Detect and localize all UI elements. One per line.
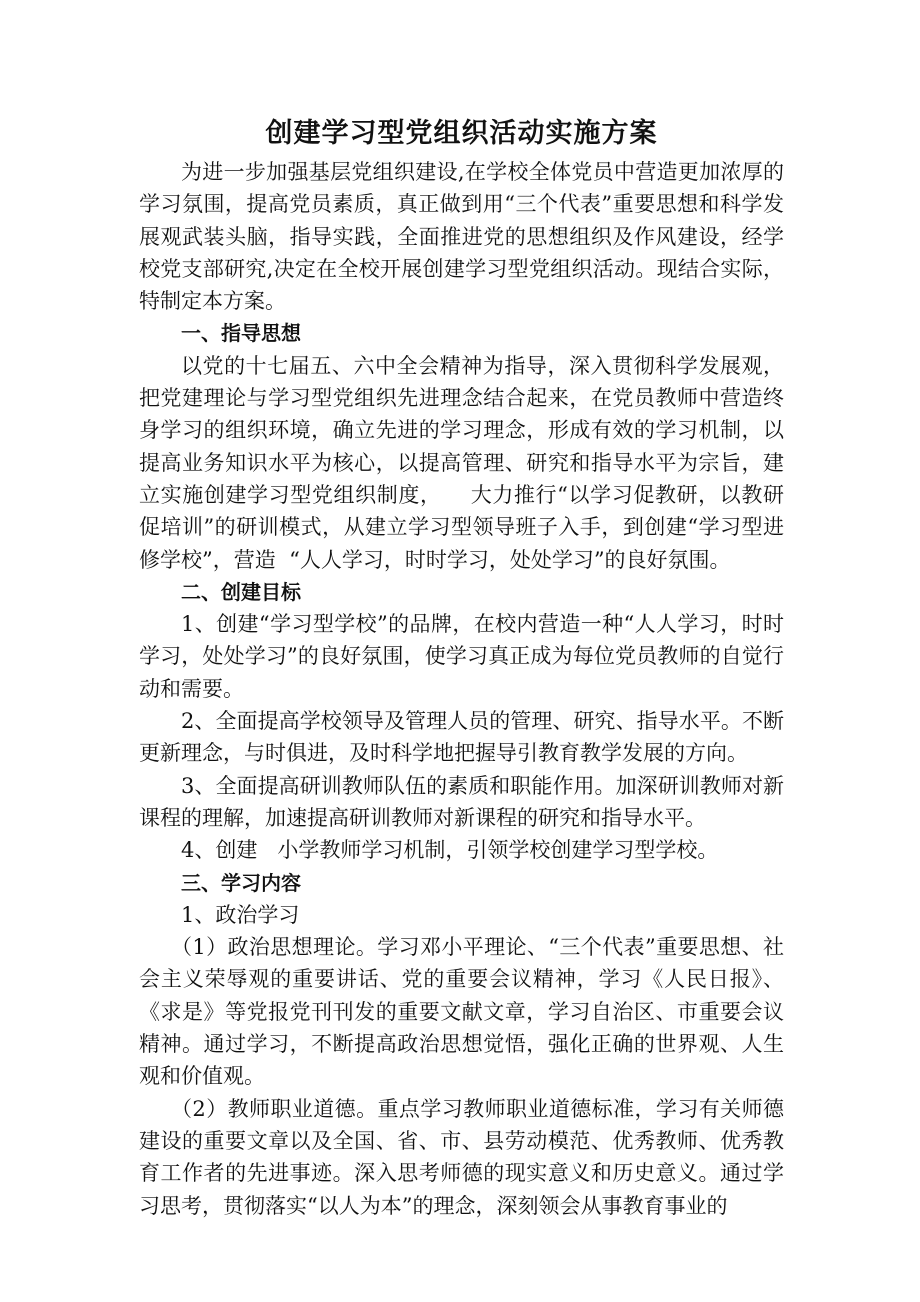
goal-item-2: 2、全面提高学校领导及管理人员的管理、研究、指导水平。不断更新理念，与时俱进，及时科学地把握导引教育教学发展的方向。 <box>139 709 784 766</box>
teacher-ethics-paragraph: （2）教师职业道德。重点学习教师职业道德标准，学习有关师德建设的重要文章以及全国、省、市、县劳动模范、优秀教师、优秀教育工作者的先进事迹。深入思考师德的现实意义和历史意义。通过学习思考，贯彻落实“以人为本”的理念，深刻领会从事教育事业的 <box>139 1096 784 1218</box>
goal-item-3: 3、全面提高研训教师队伍的素质和职能作用。加深研训教师对新课程的理解，加速提高研训教师对新课程的研究和指导水平。 <box>139 773 784 830</box>
section-heading-goals: 二、创建目标 <box>181 579 301 604</box>
document-page <box>139 112 784 1222</box>
goal-item-1: 1、创建“学习型学校”的品牌，在校内营造一种“人人学习，时时学习，处处学习”的良好氛围，使学习真正成为每位党员教师的自觉行动和需要。 <box>139 612 784 701</box>
subheading-political-study: 1、政治学习 <box>181 902 300 927</box>
goal-item-4: 4、创建 小学教师学习机制，引领学校创建学习型学校。 <box>181 838 719 863</box>
political-theory-paragraph: （1）政治思想理论。学习邓小平理论、“三个代表”重要思想、社会主义荣辱观的重要讲话、党的重要会议精神，学习《人民日报》、《求是》等党报党刊刊发的重要文献文章，学习自治区、市重要会议精神。通过学习，不断提高政治思想觉悟，强化正确的世界观、人生观和价值观。 <box>139 935 784 1089</box>
section-heading-guiding-thought: 一、指导思想 <box>181 321 301 346</box>
intro-paragraph: 为进一步加强基层党组织建设,在学校全体党员中营造更加浓厚的学习氛围，提高党员素质，真正做到用“三个代表”重要思想和科学发展观武装头脑，指导实践，全面推进党的思想组织及作风建设，经学校党支部研究,决定在全校开展创建学习型党组织活动。现结合实际，特制定本方案。 <box>139 160 784 314</box>
document-title: 创建学习型党组织活动实施方案 <box>265 118 658 149</box>
guiding-thought-paragraph: 以党的十七届五、六中全会精神为指导，深入贯彻科学发展观，把党建理论与学习型党组织先进理念结合起来，在党员教师中营造终身学习的组织环境，确立先进的学习理念，形成有效的学习机制，以提高业务知识水平为核心，以提高管理、研究和指导水平为宗旨，建立实施创建学习型党组织制度， 大力推行“以学习促教研，以教研促培训”的研训模式，从建立学习型领导班子入手，到创建“学习型进修学校”，营造 “人人学习，时时学习，处处学习”的良好氛围。 <box>139 353 784 572</box>
section-heading-study-content: 三、学习内容 <box>181 870 301 895</box>
